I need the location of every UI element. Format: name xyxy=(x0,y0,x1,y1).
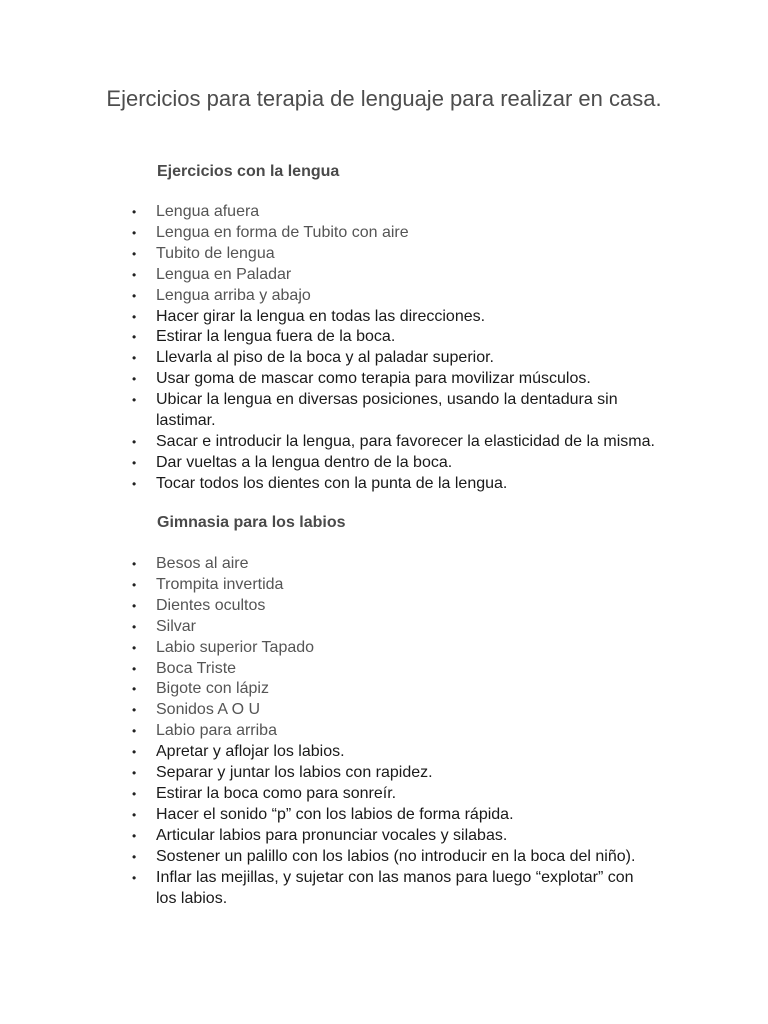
bullet-icon: • xyxy=(132,267,137,282)
list-item xyxy=(0,453,656,474)
list-item xyxy=(0,265,656,286)
list-item-text: Tubito de lengua xyxy=(156,244,275,262)
bullet-icon: • xyxy=(132,309,137,324)
bullet-icon: • xyxy=(132,288,137,303)
list-item xyxy=(0,286,656,307)
list-item xyxy=(0,721,656,742)
list-item-text: Ubicar la lengua en diversas posiciones, usando la dentadura sin lastimar. xyxy=(156,391,618,430)
bullet-icon: • xyxy=(132,434,137,449)
list-item xyxy=(0,763,656,784)
list-item xyxy=(0,554,656,575)
list-item-text: Sonidos A O U xyxy=(156,701,261,719)
list-item xyxy=(0,742,656,763)
bullet-icon: • xyxy=(132,351,137,366)
list-item-text: Separar y juntar los labios con rapidez. xyxy=(156,764,433,782)
list-item-text: Estirar la boca como para sonreír. xyxy=(156,784,397,802)
list-item xyxy=(0,348,656,369)
list-item-text: Usar goma de mascar como terapia para movilizar músculos. xyxy=(156,370,591,388)
bullet-icon: • xyxy=(132,577,137,592)
list-item-text: Lengua arriba y abajo xyxy=(156,286,311,304)
list-item xyxy=(0,596,656,617)
list-item-text: Sostener un palillo con los labios (no introducir en la boca del niño). xyxy=(156,847,636,865)
section-heading-labios: Gimnasia para los labios xyxy=(157,514,346,531)
list-item xyxy=(0,805,656,826)
list-item-text: Sacar e introducir la lengua, para favorecer la elasticidad de la misma. xyxy=(156,432,655,450)
bullet-icon: • xyxy=(132,870,137,885)
bullet-icon: • xyxy=(132,807,137,822)
list-item-text: Bigote con lápiz xyxy=(156,680,269,698)
list-item xyxy=(0,474,656,495)
list-item xyxy=(0,202,656,223)
bullet-icon: • xyxy=(132,786,137,801)
bullet-icon: • xyxy=(132,455,137,470)
list-item xyxy=(0,638,656,659)
list-item-text: Dar vueltas a la lengua dentro de la boca. xyxy=(156,453,453,471)
document-title: Ejercicios para terapia de lenguaje para realizar en casa. xyxy=(106,86,662,111)
list-item-text: Dientes ocultos xyxy=(156,596,266,614)
list-item xyxy=(0,369,656,390)
list-item-text: Hacer girar la lengua en todas las direcciones. xyxy=(156,307,486,325)
list-item-text: Lengua afuera xyxy=(156,203,260,220)
bullet-icon: • xyxy=(132,246,137,261)
bullet-icon: • xyxy=(132,682,137,697)
exercise-list-lengua xyxy=(0,202,768,495)
bullet-icon: • xyxy=(132,372,137,387)
bullet-icon: • xyxy=(132,828,137,843)
list-item xyxy=(0,432,656,453)
list-item-text: Lengua en forma de Tubito con aire xyxy=(156,223,409,241)
bullet-icon: • xyxy=(132,225,137,240)
list-item xyxy=(0,223,656,244)
list-item-text: Labio superior Tapado xyxy=(156,638,315,656)
list-item-text: Apretar y aflojar los labios. xyxy=(156,743,345,761)
list-item xyxy=(0,700,656,721)
list-item-text: Trompita invertida xyxy=(156,575,284,593)
list-item xyxy=(0,244,656,265)
list-item xyxy=(0,390,656,432)
bullet-icon: • xyxy=(132,205,137,219)
bullet-icon: • xyxy=(132,724,137,739)
bullet-icon: • xyxy=(132,766,137,781)
list-item xyxy=(0,327,656,348)
list-item-text: Silvar xyxy=(156,617,197,635)
bullet-icon: • xyxy=(132,476,137,491)
list-item-text: Estirar la lengua fuera de la boca. xyxy=(156,328,396,346)
section-heading-lengua: Ejercicios con la lengua xyxy=(157,163,340,180)
list-item-text: Besos al aire xyxy=(156,555,249,572)
list-item xyxy=(0,575,656,596)
exercise-list-labios xyxy=(0,554,768,909)
bullet-icon: • xyxy=(132,393,137,408)
bullet-icon: • xyxy=(132,330,137,345)
list-item xyxy=(0,826,656,847)
bullet-icon: • xyxy=(132,703,137,718)
list-item xyxy=(0,307,656,328)
list-item xyxy=(0,659,656,680)
list-item-text: Lengua en Paladar xyxy=(156,265,292,283)
list-item xyxy=(0,679,656,700)
bullet-icon: • xyxy=(132,557,137,571)
bullet-icon: • xyxy=(132,640,137,655)
list-item xyxy=(0,784,656,805)
bullet-icon: • xyxy=(132,661,137,676)
list-item xyxy=(0,868,656,910)
list-item-text: Boca Triste xyxy=(156,659,237,677)
list-item-text: Hacer el sonido “p” con los labios de forma rápida. xyxy=(156,805,514,823)
list-item-text: Articular labios para pronunciar vocales y silabas. xyxy=(156,826,508,844)
bullet-icon: • xyxy=(132,598,137,613)
list-item-text: Tocar todos los dientes con la punta de la lengua. xyxy=(156,474,508,492)
bullet-icon: • xyxy=(132,745,137,760)
list-item-text: Labio para arriba xyxy=(156,722,277,740)
bullet-icon: • xyxy=(132,849,137,864)
list-item xyxy=(0,847,656,868)
bullet-icon: • xyxy=(132,619,137,634)
list-item-text: Llevarla al piso de la boca y al paladar superior. xyxy=(156,349,494,367)
list-item-text: Inflar las mejillas, y sujetar con las manos para luego “explotar” con los labios. xyxy=(156,868,634,907)
list-item xyxy=(0,617,656,638)
